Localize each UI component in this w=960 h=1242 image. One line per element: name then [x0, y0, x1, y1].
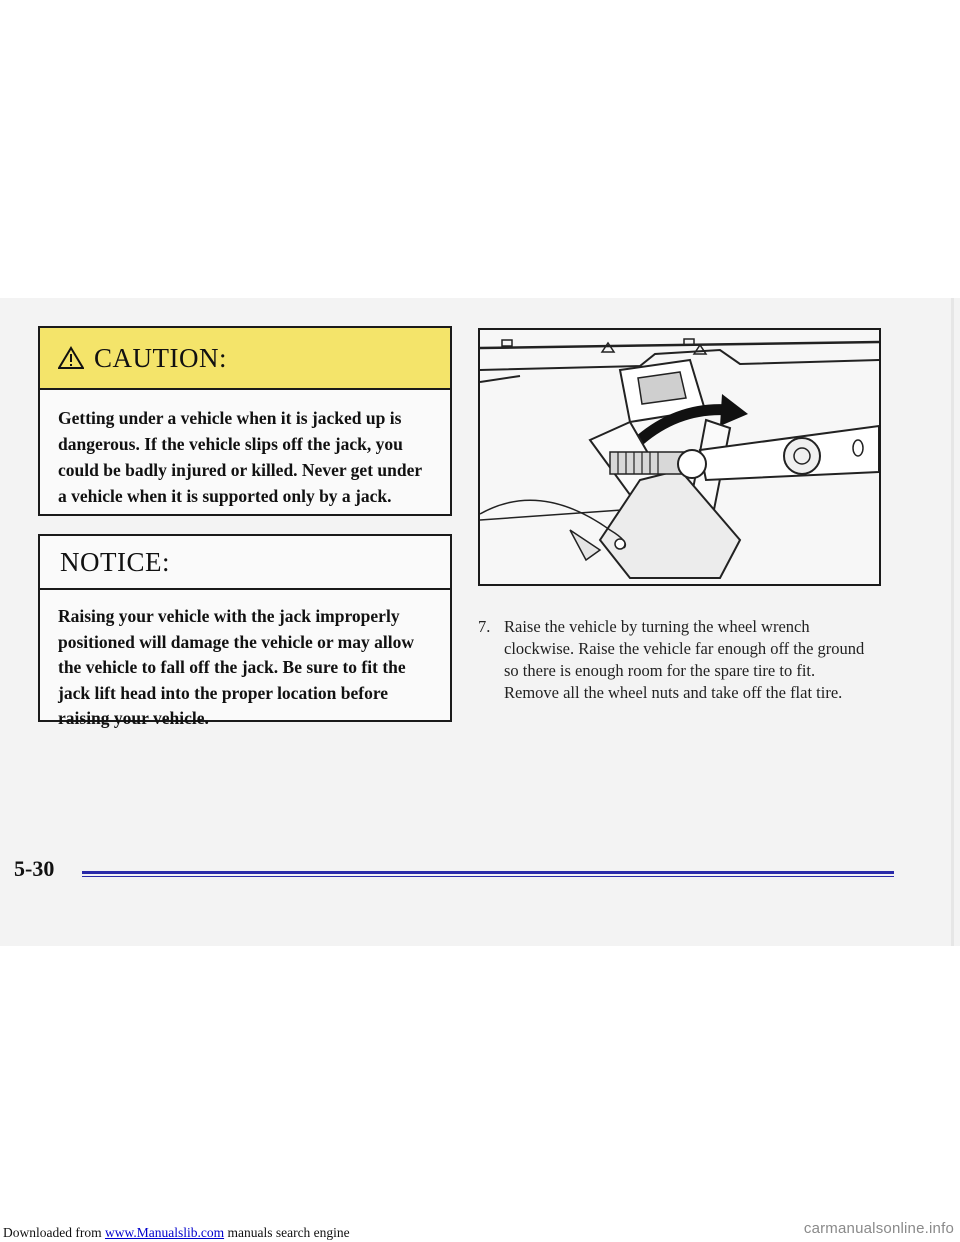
download-footer: [3, 1225, 350, 1241]
page-footer: [14, 856, 880, 896]
page-number: 5-30: [14, 856, 55, 881]
caution-box: [38, 326, 452, 516]
step-number: 7.: [478, 617, 491, 636]
caution-text: Getting under a vehicle when it is jacked up is dangerous. If the vehicle slips off the jack, you could be badly injured or killed. Never get under a vehicle when it is supported only by a jack.: [58, 408, 422, 506]
notice-text: Raising your vehicle with the jack improperly positioned will damage the vehicle or may allow the vehicle to fall off the jack. Be sure to fit the jack lift head into the proper location before raising your vehicle.: [58, 606, 414, 728]
manualslib-link[interactable]: www.Manualslib.com: [104, 1225, 225, 1240]
footer-suffix: manuals search engine: [224, 1225, 350, 1240]
notice-header: [40, 536, 450, 590]
page-edge: [951, 298, 954, 946]
footer-rule: [82, 871, 894, 874]
footer-rule-thin: [82, 876, 894, 877]
caution-header: [40, 328, 450, 390]
footer-prefix: Downloaded from: [3, 1225, 105, 1240]
notice-box: [38, 534, 452, 728]
manual-page: [0, 298, 960, 946]
jack-illustration: [478, 328, 881, 586]
site-watermark: carmanualsonline.info: [803, 1220, 954, 1237]
step-instruction: [478, 616, 868, 704]
warning-triangle-icon: [58, 346, 84, 370]
step-body: Raise the vehicle by turning the wheel wrench clockwise. Raise the vehicle far enough off the ground so there is enough room for the spare tire to fit. Remove all the wheel nuts and take off the flat tire.: [504, 617, 865, 702]
scissor-jack-drawing: [480, 330, 879, 584]
notice-title: NOTICE:: [60, 546, 170, 577]
caution-title: CAUTION:: [94, 342, 227, 373]
